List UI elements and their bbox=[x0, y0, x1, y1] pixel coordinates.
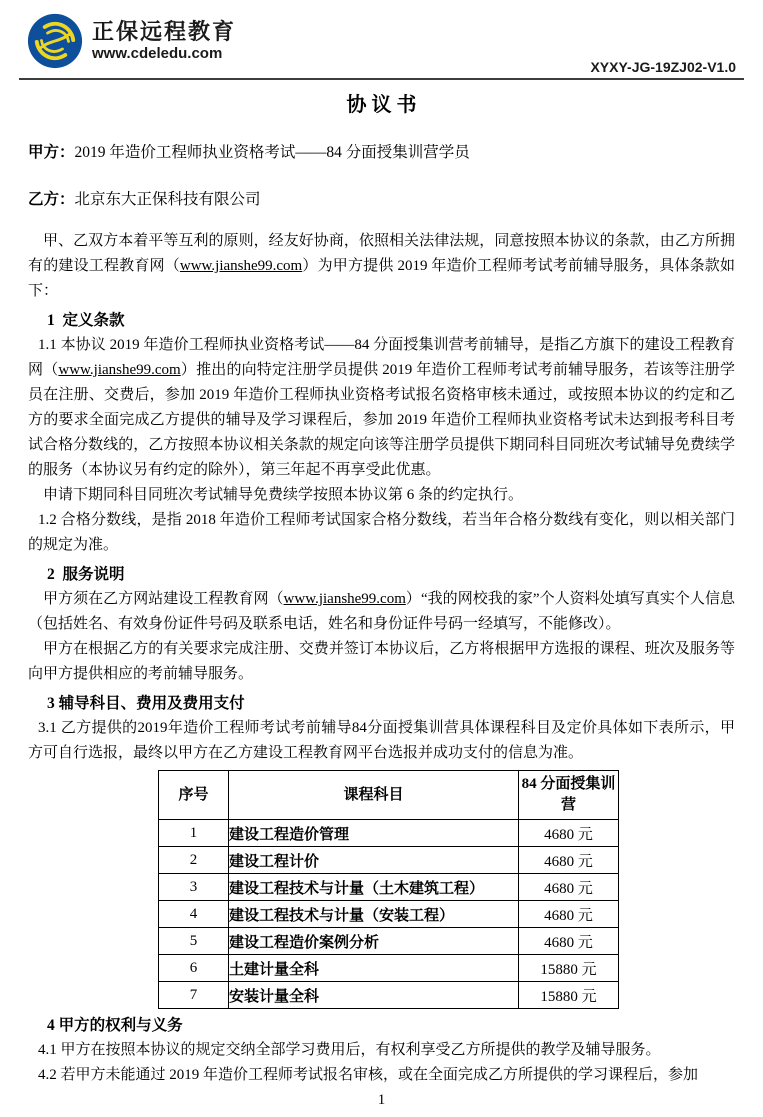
course-no-cell: 3 bbox=[159, 874, 229, 901]
party-b-value: 北京东大正保科技有限公司 bbox=[74, 191, 261, 208]
document-header bbox=[19, 0, 744, 80]
page-number: 1 bbox=[377, 1092, 386, 1108]
course-subject-cell: 建设工程技术与计量（安装工程） bbox=[229, 901, 519, 928]
course-subject-cell: 建设工程造价管理 bbox=[229, 820, 519, 847]
party-a-value: 2019 年造价工程师执业资格考试——84 分面授集训营学员 bbox=[74, 144, 470, 161]
clause-4-2: 4.2 若甲方未能通过 2019 年造价工程师考试报名审核，或在全面完成乙方所提供的学习课程后，参加 bbox=[38, 1067, 699, 1083]
document-code: XYXY-JG-19ZJ02-V1.0 bbox=[590, 59, 736, 75]
clause-3-1: 3.1 乙方提供的2019年造价工程师考试考前辅导84分面授集训营具体课程科目及定价具体如下表所示，甲方可自行选报，最终以甲方在乙方建设工程教育网平台选报并成功支付的信息为准。 bbox=[28, 720, 735, 761]
clause-1-1-text-cont: ）推出的向特定注册学员提供 2019 年造价工程师考试考前辅导服务，若该等注册学员在注册、交费后，参加 2019 年造价工程师执业资格考试报名资格审核未通过，或按照本协议的约定和乙方的要求全面完成乙方提供的辅导及学习课程后，参加 2019 年造价工程师执业资格考试未达到报考科目考试合格分数线的，乙方按照本协议相关条款的规定向该等注册学员提供下期同科目同班次考试辅导免费续学的服务（本协议另有约定的除外），第三年起不再享受此优惠。 bbox=[28, 362, 735, 478]
clause-2-p1 bbox=[28, 587, 735, 637]
course-no-cell: 5 bbox=[159, 928, 229, 955]
course-no-cell: 4 bbox=[159, 901, 229, 928]
course-subject-cell: 建设工程计价 bbox=[229, 847, 519, 874]
jianshe99-link[interactable]: www.jianshe99.com bbox=[58, 362, 181, 378]
table-row bbox=[159, 874, 619, 901]
clause-2-p2: 甲方在根据乙方的有关要求完成注册、交费并签订本协议后，乙方将根据甲方选报的课程、班次及服务等向甲方提供相应的考前辅导服务。 bbox=[28, 641, 735, 682]
course-fee-table bbox=[158, 770, 619, 1009]
fee-table-header-row bbox=[159, 771, 619, 820]
header-cell-no: 序号 bbox=[159, 771, 229, 820]
course-no-cell: 1 bbox=[159, 820, 229, 847]
course-price-cell: 4680 元 bbox=[519, 874, 619, 901]
party-a-label: 甲方： bbox=[28, 144, 75, 161]
table-row bbox=[159, 955, 619, 982]
clause-2-text-cont: ）“我的网校我的家”个人资料处填写真实个人信息（包括姓名、有效身份证件号码及联系电话，姓名和身份证件号码一经填写，不能修改）。 bbox=[28, 591, 735, 632]
table-row bbox=[159, 982, 619, 1009]
course-subject-cell: 建设工程技术与计量（土木建筑工程） bbox=[229, 874, 519, 901]
section-4-heading: 4 甲方的权利与义务 bbox=[47, 1017, 183, 1034]
jianshe99-link[interactable]: www.jianshe99.com bbox=[283, 591, 406, 607]
document-title: 协 议 书 bbox=[346, 94, 417, 116]
table-row bbox=[159, 901, 619, 928]
party-b-label: 乙方： bbox=[28, 191, 75, 208]
clause-1-1-text: 1.1 本协议 2019 年造价工程师执业资格考试——84 分面授集训营考前辅导，是指乙方旗下的建设工程教育网（ bbox=[28, 337, 735, 378]
course-no-cell: 2 bbox=[159, 847, 229, 874]
course-subject-cell: 土建计量全科 bbox=[229, 955, 519, 982]
brand-website: www.cdeledu.com bbox=[92, 45, 223, 62]
course-price-cell: 4680 元 bbox=[519, 820, 619, 847]
header-cell-subject: 课程科目 bbox=[229, 771, 519, 820]
logo-text bbox=[92, 19, 236, 63]
clause-1-renewal: 申请下期同科目同班次考试辅导免费续学按照本协议第 6 条的约定执行。 bbox=[43, 487, 524, 503]
clause-1-2: 1.2 合格分数线，是指 2018 年造价工程师考试国家合格分数线，若当年合格分数线有变化，则以相关部门的规定为准。 bbox=[28, 512, 735, 553]
table-row bbox=[159, 928, 619, 955]
fee-table-body bbox=[159, 820, 619, 1009]
preamble-text-cont: ）为甲方提供 2019 年造价工程师考试考前辅导服务，具体条款如下： bbox=[28, 258, 735, 299]
party-a-line bbox=[28, 140, 735, 165]
section-3-heading: 3 辅导科目、费用及费用支付 bbox=[47, 695, 245, 712]
section-1-heading: 1 定义条款 bbox=[47, 312, 125, 329]
clause-2-text: 甲方须在乙方网站建设工程教育网（ bbox=[43, 591, 284, 607]
course-no-cell: 7 bbox=[159, 982, 229, 1009]
table-row bbox=[159, 820, 619, 847]
header-cell-price: 84 分面授集训营 bbox=[519, 771, 619, 820]
course-price-cell: 4680 元 bbox=[519, 901, 619, 928]
brand-name: 正保远程教育 bbox=[92, 19, 237, 44]
course-price-cell: 4680 元 bbox=[519, 928, 619, 955]
course-price-cell: 15880 元 bbox=[519, 955, 619, 982]
preamble-text: 甲、乙双方本着平等互利的原则，经友好协商，依照相关法律法规，同意按照本协议的条款，由乙方所拥有的建设工程教育网（ bbox=[28, 233, 735, 274]
course-subject-cell: 安装计量全科 bbox=[229, 982, 519, 1009]
clause-4-1: 4.1 甲方在按照本协议的规定交纳全部学习费用后，有权利享受乙方所提供的教学及辅导服务。 bbox=[38, 1042, 661, 1058]
zhengbao-swirl-logo-icon bbox=[27, 13, 83, 69]
course-price-cell: 4680 元 bbox=[519, 847, 619, 874]
clause-1-1 bbox=[28, 333, 735, 483]
party-b-line bbox=[28, 187, 735, 212]
company-logo bbox=[27, 13, 236, 69]
course-price-cell: 15880 元 bbox=[519, 982, 619, 1009]
course-no-cell: 6 bbox=[159, 955, 229, 982]
table-row bbox=[159, 847, 619, 874]
jianshe99-link[interactable]: www.jianshe99.com bbox=[179, 258, 303, 274]
section-2-heading: 2 服务说明 bbox=[47, 566, 125, 583]
course-subject-cell: 建设工程造价案例分析 bbox=[229, 928, 519, 955]
preamble-paragraph bbox=[28, 229, 735, 304]
